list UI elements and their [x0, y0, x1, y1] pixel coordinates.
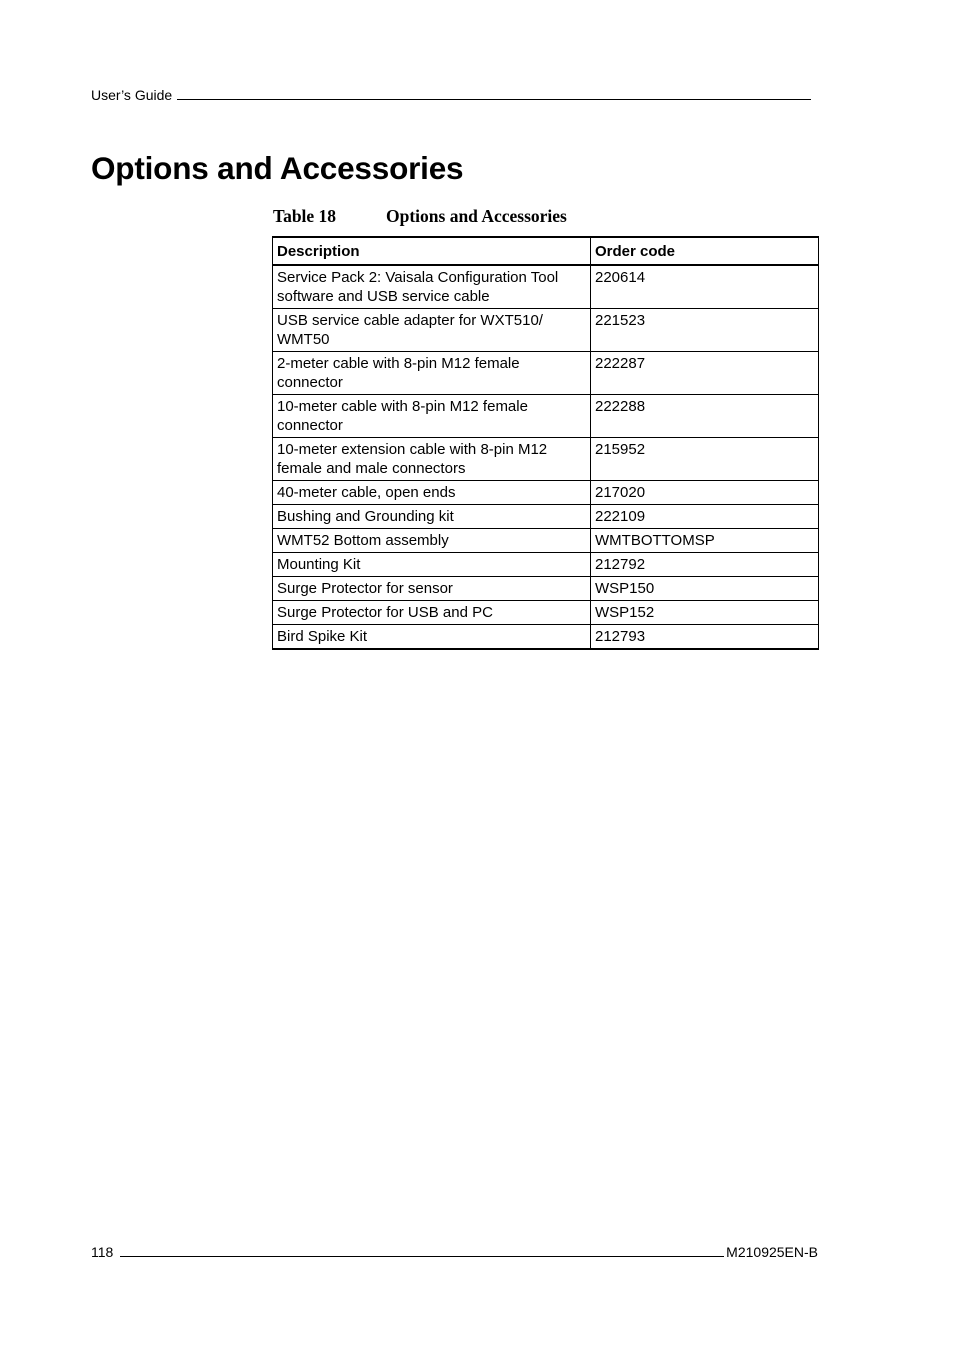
page-number: 118 — [91, 1244, 114, 1260]
cell-order-code: 221523 — [591, 309, 819, 352]
table-row — [273, 625, 819, 650]
table-body — [273, 265, 819, 649]
table-row — [273, 395, 819, 438]
cell-description: USB service cable adapter for WXT510/ WMT50 — [273, 309, 591, 352]
table-row — [273, 265, 819, 309]
cell-order-code: 212793 — [591, 625, 819, 650]
cell-description: Mounting Kit — [273, 553, 591, 577]
table-row — [273, 553, 819, 577]
cell-description: Bushing and Grounding kit — [273, 505, 591, 529]
table-caption-number: Table 18 — [273, 206, 337, 226]
options-table — [272, 236, 819, 650]
cell-order-code: WSP150 — [591, 577, 819, 601]
cell-description: Service Pack 2: Vaisala Configuration Tool software and USB service cable — [273, 265, 591, 309]
cell-description: Surge Protector for USB and PC — [273, 601, 591, 625]
running-footer — [91, 1244, 818, 1261]
table-row — [273, 601, 819, 625]
column-header-description: Description — [273, 237, 591, 265]
page-title: Options and Accessories — [91, 150, 464, 186]
table-header-row — [273, 237, 819, 265]
footer-rule — [120, 1245, 724, 1257]
cell-order-code: WMTBOTTOMSP — [591, 529, 819, 553]
table-row — [273, 309, 819, 352]
cell-order-code: 215952 — [591, 438, 819, 481]
cell-description: Surge Protector for sensor — [273, 577, 591, 601]
column-header-order-code: Order code — [591, 237, 819, 265]
table-row — [273, 577, 819, 601]
cell-description: WMT52 Bottom assembly — [273, 529, 591, 553]
cell-order-code: 222288 — [591, 395, 819, 438]
table-caption-title: Options and Accessories — [386, 206, 567, 226]
table-row — [273, 505, 819, 529]
cell-order-code: 220614 — [591, 265, 819, 309]
cell-order-code: 217020 — [591, 481, 819, 505]
cell-description: 40-meter cable, open ends — [273, 481, 591, 505]
cell-description: Bird Spike Kit — [273, 625, 591, 650]
cell-order-code: 212792 — [591, 553, 819, 577]
running-header — [91, 87, 811, 104]
table-row — [273, 352, 819, 395]
table-row — [273, 529, 819, 553]
cell-order-code: WSP152 — [591, 601, 819, 625]
cell-description: 10-meter cable with 8-pin M12 female connector — [273, 395, 591, 438]
table-row — [273, 438, 819, 481]
cell-description: 2-meter cable with 8-pin M12 female connector — [273, 352, 591, 395]
document-code: M210925EN-B — [726, 1244, 818, 1260]
running-header-title: User’s Guide — [91, 87, 173, 103]
table-row — [273, 481, 819, 505]
cell-description: 10-meter extension cable with 8-pin M12 female and male connectors — [273, 438, 591, 481]
table-caption — [273, 206, 567, 227]
cell-order-code: 222287 — [591, 352, 819, 395]
cell-order-code: 222109 — [591, 505, 819, 529]
header-rule — [177, 88, 811, 100]
